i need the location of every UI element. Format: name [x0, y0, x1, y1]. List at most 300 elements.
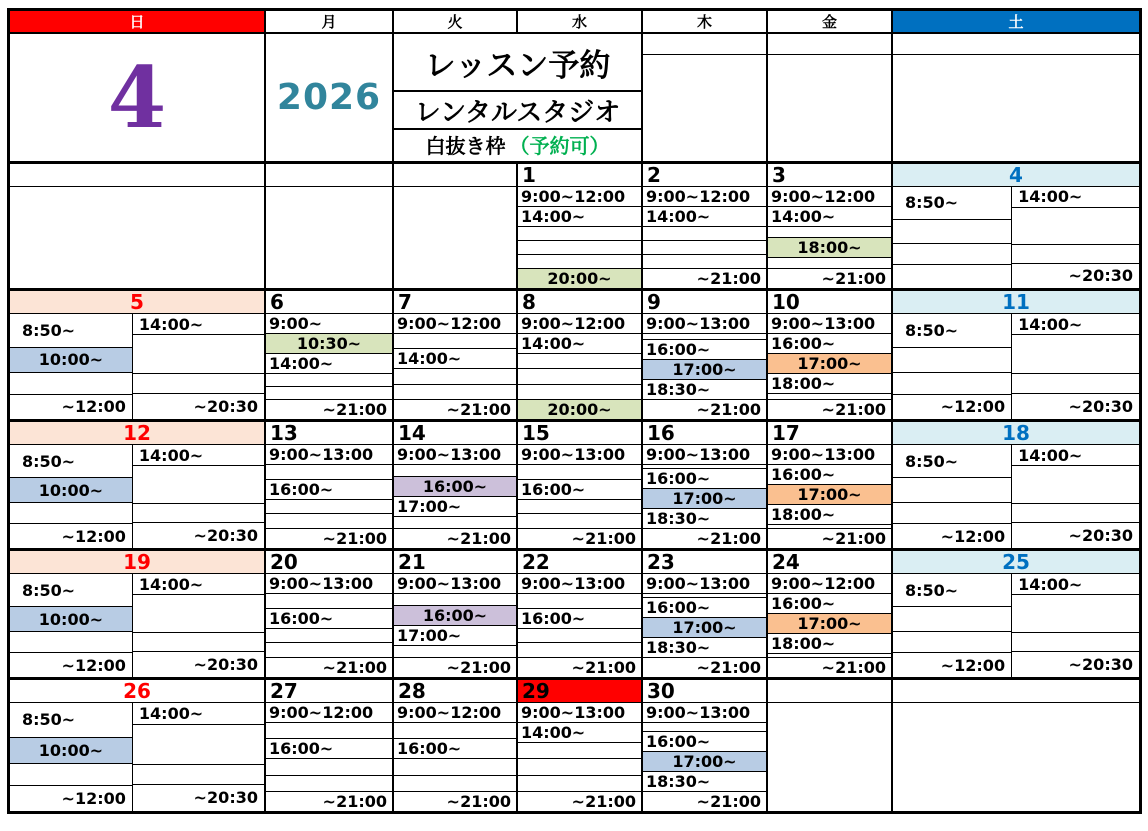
day-slots [518, 574, 641, 677]
time-slot: 16:00∼ [768, 464, 891, 484]
time-slot: 9:00∼13:00 [646, 703, 751, 722]
day-slots [768, 314, 891, 419]
empty-slot [518, 353, 641, 368]
time-slot: 9:00∼12:00 [521, 314, 626, 333]
empty-slot [518, 775, 641, 791]
empty-slot [893, 703, 1139, 811]
time-slot: 14:00∼ [138, 314, 204, 334]
time-slot: 14:00∼ [518, 206, 641, 226]
time-slot: 9:00∼12:00 [397, 703, 502, 722]
time-slot: ∼21:00 [768, 399, 891, 419]
day-cell-4 [891, 164, 1139, 288]
time-slot: 18:30∼ [643, 508, 766, 528]
day-slots [768, 187, 891, 288]
time-slot: ∼21:00 [266, 528, 392, 548]
day-slots [394, 445, 516, 548]
title-row [10, 34, 1139, 164]
time-slot: 16:00∼ [266, 738, 392, 758]
empty-slot [1012, 503, 1139, 522]
time-slot: ∼20:30 [133, 522, 264, 548]
empty-slot [10, 372, 132, 394]
day-cell-28 [392, 680, 516, 811]
day-cell-empty [891, 680, 1139, 811]
time-slot: 18:30∼ [643, 637, 766, 657]
time-slot: 10:00∼ [10, 737, 132, 763]
empty-slot [518, 593, 641, 608]
subcolumn-left [10, 574, 132, 677]
empty-slot [266, 593, 392, 608]
time-slot: 9:00∼13:00 [646, 314, 751, 333]
empty-slot [266, 758, 392, 774]
empty-slot [266, 775, 392, 791]
empty-slot [133, 503, 264, 522]
empty-slot [394, 187, 516, 288]
day-cell-3 [766, 164, 891, 288]
empty-slot [266, 499, 392, 514]
day-number-15: 15 [518, 422, 641, 445]
empty-slot [768, 257, 891, 268]
time-slot: 18:30∼ [643, 771, 766, 791]
time-slot: 8:50∼ [22, 451, 76, 471]
day-cell-27 [264, 680, 392, 811]
time-slot: 16:00∼ [768, 333, 891, 353]
divider [768, 34, 891, 55]
empty-slot [518, 628, 641, 643]
time-slot: ∼20:30 [133, 784, 264, 811]
subcolumn-left [893, 574, 1011, 677]
time-slot: 14:00∼ [266, 353, 392, 373]
subcolumn-left [893, 445, 1011, 548]
empty-slot [1012, 244, 1139, 263]
day-slots [768, 574, 891, 677]
time-slot: 9:00∼13:00 [269, 445, 374, 464]
empty-slot [266, 722, 392, 738]
time-slot: 18:00∼ [768, 373, 891, 393]
day-slots [643, 314, 766, 419]
day-cell-empty [264, 164, 392, 288]
time-slot: 9:00∼12:00 [771, 574, 876, 593]
day-cell-10 [766, 291, 891, 419]
day-cell-22 [516, 551, 641, 677]
time-slot: 16:00∼ [643, 597, 766, 617]
time-slot: 9:00∼12:00 [646, 187, 751, 206]
day-number-21: 21 [394, 551, 516, 574]
empty-slot [394, 464, 516, 476]
day-number-26: 26 [10, 680, 264, 703]
time-slot: 14:00∼ [518, 333, 641, 353]
subcolumn-left [893, 314, 1011, 419]
time-slot: 16:00∼ [394, 605, 516, 625]
week-row-4 [10, 551, 1139, 680]
time-slot: ∼21:00 [643, 268, 766, 288]
empty-slot [643, 254, 766, 268]
time-slot: 17:00∼ [643, 488, 766, 508]
header-empty-fri [766, 34, 891, 161]
time-slot: 10:00∼ [10, 347, 132, 372]
time-slot: 17:00∼ [643, 617, 766, 637]
empty-day-area [394, 187, 516, 288]
subcolumn-right [132, 314, 264, 419]
empty-slot [518, 642, 641, 657]
time-slot: 9:00∼12:00 [771, 187, 876, 206]
time-slot: ∼21:00 [518, 791, 641, 811]
day-subcolumns [10, 314, 264, 419]
time-slot: 9:00∼13:00 [397, 574, 502, 593]
empty-slot [133, 724, 264, 764]
day-number-9: 9 [643, 291, 766, 314]
reservable-note-label [394, 130, 641, 159]
time-slot: ∼21:00 [266, 399, 392, 419]
time-slot: 8:50∼ [905, 451, 959, 471]
day-cell-25 [891, 551, 1139, 677]
day-cell-17 [766, 422, 891, 548]
day-number-14: 14 [394, 422, 516, 445]
empty-slot [10, 763, 132, 785]
time-slot: 18:00∼ [768, 633, 891, 653]
day-slots [643, 445, 766, 548]
empty-slot [394, 645, 516, 657]
day-slots [266, 314, 392, 419]
time-slot: 8:50∼ [22, 580, 76, 600]
empty-slot [518, 254, 641, 268]
time-slot: ∼20:30 [1012, 522, 1139, 548]
day-slots [394, 574, 516, 677]
day-cell-empty [392, 164, 516, 288]
time-slot: 16:00∼ [643, 468, 766, 488]
day-cell-12 [10, 422, 264, 548]
time-slot: 16:00∼ [394, 738, 516, 758]
day-slots [518, 445, 641, 548]
time-slot: 9:00∼12:00 [397, 314, 502, 333]
day-number-12: 12 [10, 422, 264, 445]
day-slots [518, 703, 641, 811]
year-number: 2026 [264, 34, 392, 161]
day-cell-2 [641, 164, 766, 288]
day-number-10: 10 [768, 291, 891, 314]
empty-slot [266, 386, 392, 399]
time-slot: 9:00∼13:00 [269, 574, 374, 593]
subcolumn-right [1011, 187, 1139, 288]
empty-day-area [10, 187, 264, 288]
note-text: 白抜き枠 [425, 134, 506, 158]
day-number-empty [893, 680, 1139, 703]
day-number-23: 23 [643, 551, 766, 574]
empty-slot [10, 502, 132, 523]
day-cell-empty [10, 164, 264, 288]
day-slots [394, 314, 516, 419]
day-number-2: 2 [643, 164, 766, 187]
empty-slot [133, 632, 264, 651]
day-slots [266, 445, 392, 548]
empty-slot [1012, 632, 1139, 651]
time-slot: ∼21:00 [394, 528, 516, 548]
empty-slot [893, 219, 1011, 243]
empty-slot [518, 499, 641, 514]
time-slot: 16:00∼ [394, 476, 516, 496]
empty-slot [643, 722, 766, 731]
time-slot: ∼21:00 [394, 399, 516, 419]
empty-slot [1012, 207, 1139, 244]
empty-slot [643, 226, 766, 240]
day-number-1: 1 [518, 164, 641, 187]
empty-day-area [768, 703, 891, 811]
day-number-24: 24 [768, 551, 891, 574]
day-cell-18 [891, 422, 1139, 548]
time-slot: ∼12:00 [10, 652, 132, 677]
day-slots [518, 187, 641, 288]
subcolumn-right [1011, 445, 1139, 548]
time-slot: 17:00∼ [394, 625, 516, 645]
time-slot: 9:00∼13:00 [521, 574, 626, 593]
time-slot: 14:00∼ [1018, 445, 1083, 465]
day-number-7: 7 [394, 291, 516, 314]
empty-slot [768, 703, 891, 811]
time-slot: ∼20:30 [133, 393, 264, 420]
time-slot: 16:00∼ [518, 479, 641, 499]
day-number-17: 17 [768, 422, 891, 445]
time-slot: ∼21:00 [643, 528, 766, 548]
time-slot: 20:00∼ [518, 268, 641, 288]
empty-slot [266, 187, 392, 288]
day-number-28: 28 [394, 680, 516, 703]
empty-slot [893, 631, 1011, 652]
week-row-5 [10, 680, 1139, 811]
empty-slot [133, 594, 264, 632]
divider [643, 34, 766, 55]
time-slot: ∼21:00 [394, 791, 516, 811]
empty-slot [266, 628, 392, 643]
day-subcolumns [893, 187, 1139, 288]
day-cell-8 [516, 291, 641, 419]
time-slot: 10:00∼ [10, 477, 132, 502]
time-slot: 8:50∼ [905, 320, 959, 340]
empty-slot [893, 264, 1011, 288]
day-cell-9 [641, 291, 766, 419]
empty-slot [1012, 594, 1139, 632]
empty-slot [1012, 373, 1139, 392]
time-slot: ∼12:00 [893, 523, 1011, 548]
time-slot: 9:00∼12:00 [269, 703, 374, 722]
week-row-3 [10, 422, 1139, 551]
time-slot: 17:00∼ [768, 353, 891, 373]
time-slot: ∼12:00 [10, 394, 132, 419]
time-slot: 9:00∼13:00 [397, 445, 502, 464]
subcolumn-right [132, 574, 264, 677]
day-subcolumns [10, 445, 264, 548]
empty-slot [10, 631, 132, 652]
time-slot: 16:00∼ [266, 479, 392, 499]
time-slot: 14:00∼ [138, 704, 204, 723]
day-cell-23 [641, 551, 766, 677]
day-subcolumns [893, 445, 1139, 548]
time-slot: ∼21:00 [266, 791, 392, 811]
time-slot: 9:00∼13:00 [771, 314, 876, 333]
time-slot: 9:00∼13:00 [521, 445, 626, 464]
empty-slot [394, 758, 516, 774]
empty-day-area [266, 187, 392, 288]
empty-slot [394, 333, 516, 348]
day-number-25: 25 [893, 551, 1139, 574]
time-slot: 14:00∼ [768, 206, 891, 226]
lesson-reservation-label: レッスン予約 [394, 34, 641, 92]
empty-slot [518, 226, 641, 240]
day-cell-19 [10, 551, 264, 677]
day-number-empty [266, 164, 392, 187]
divider [893, 34, 1139, 55]
note-paren-text: （予約可） [509, 134, 610, 158]
time-slot: 18:00∼ [768, 504, 891, 524]
time-slot: 17:00∼ [768, 613, 891, 633]
time-slot: 14:00∼ [138, 574, 204, 594]
empty-slot [394, 722, 516, 738]
day-number-22: 22 [518, 551, 641, 574]
header-empty-thu [641, 34, 766, 161]
time-slot: 14:00∼ [1018, 574, 1083, 594]
day-cell-empty [766, 680, 891, 811]
weekday-header-sun: 日 [10, 11, 264, 32]
day-slots [266, 574, 392, 677]
day-slots [394, 703, 516, 811]
day-slots [768, 445, 891, 548]
day-number-13: 13 [266, 422, 392, 445]
time-slot: ∼21:00 [518, 657, 641, 677]
day-slots [266, 703, 392, 811]
subcolumn-right [1011, 314, 1139, 419]
day-cell-24 [766, 551, 891, 677]
time-slot: 8:50∼ [905, 580, 959, 600]
day-number-30: 30 [643, 680, 766, 703]
empty-slot [394, 384, 516, 399]
day-number-8: 8 [518, 291, 641, 314]
time-slot: 8:50∼ [905, 193, 959, 213]
weeks-grid [10, 164, 1139, 811]
subcolumn-left [10, 445, 132, 548]
header-empty-sat [891, 34, 1139, 161]
time-slot: 9:00∼ [269, 314, 323, 333]
time-slot: ∼12:00 [893, 394, 1011, 419]
time-slot: ∼12:00 [10, 785, 132, 811]
time-slot: ∼20:30 [133, 651, 264, 677]
subcolumn-left [10, 703, 132, 811]
time-slot: 14:00∼ [1018, 187, 1083, 207]
time-slot: 16:00∼ [518, 608, 641, 628]
day-slots [643, 187, 766, 288]
time-slot: ∼21:00 [643, 399, 766, 419]
day-number-empty [10, 164, 264, 187]
empty-slot [893, 372, 1011, 394]
empty-slot [10, 187, 264, 288]
time-slot: 9:00∼12:00 [521, 187, 626, 206]
time-slot: ∼12:00 [10, 523, 132, 548]
empty-slot [394, 775, 516, 791]
day-number-11: 11 [893, 291, 1139, 314]
empty-slot [266, 513, 392, 528]
day-subcolumns [10, 703, 264, 811]
empty-slot [266, 373, 392, 386]
empty-slot [518, 758, 641, 774]
time-slot: 10:30∼ [266, 333, 392, 353]
day-slots [643, 703, 766, 811]
day-number-empty [768, 680, 891, 703]
subcolumn-right [132, 703, 264, 811]
day-number-5: 5 [10, 291, 264, 314]
calendar [7, 8, 1142, 814]
time-slot: 14:00∼ [518, 722, 641, 742]
week-row-1 [10, 164, 1139, 291]
day-slots [643, 574, 766, 677]
time-slot: ∼12:00 [893, 652, 1011, 677]
time-slot: ∼21:00 [768, 657, 891, 677]
time-slot: 9:00∼13:00 [771, 445, 876, 464]
empty-slot [893, 243, 1011, 264]
empty-slot [518, 384, 641, 399]
empty-slot [1012, 334, 1139, 373]
weekday-header-mon: 月 [264, 11, 392, 32]
empty-slot [518, 513, 641, 528]
empty-slot [133, 373, 264, 392]
day-subcolumns [10, 574, 264, 677]
empty-slot [893, 502, 1011, 523]
time-slot: 14:00∼ [1018, 314, 1083, 334]
day-number-6: 6 [266, 291, 392, 314]
empty-slot [893, 477, 1011, 502]
weekday-header-thu: 木 [641, 11, 766, 32]
day-cell-29 [516, 680, 641, 811]
weekday-header-wed: 水 [516, 11, 641, 32]
empty-slot [266, 642, 392, 657]
day-number-19: 19 [10, 551, 264, 574]
empty-slot [768, 226, 891, 237]
day-cell-16 [641, 422, 766, 548]
empty-slot [266, 464, 392, 479]
subcolumn-right [1011, 574, 1139, 677]
empty-slot [518, 368, 641, 383]
day-number-3: 3 [768, 164, 891, 187]
empty-slot [893, 347, 1011, 372]
day-cell-21 [392, 551, 516, 677]
empty-slot [394, 516, 516, 528]
empty-slot [133, 764, 264, 784]
time-slot: 16:00∼ [266, 608, 392, 628]
day-cell-1 [516, 164, 641, 288]
time-slot: 17:00∼ [394, 496, 516, 516]
time-slot: 18:00∼ [768, 237, 891, 257]
time-slot: ∼20:30 [1012, 393, 1139, 420]
time-slot: 9:00∼13:00 [646, 445, 751, 464]
time-slot: ∼21:00 [768, 528, 891, 548]
day-number-empty [394, 164, 516, 187]
time-slot: 14:00∼ [643, 206, 766, 226]
weekday-header-fri: 金 [766, 11, 891, 32]
day-number-4: 4 [893, 164, 1139, 187]
time-slot: 18:30∼ [643, 379, 766, 399]
time-slot: 17:00∼ [768, 484, 891, 504]
time-slot: 8:50∼ [22, 710, 76, 730]
rental-studio-label: レンタルスタジオ [394, 92, 641, 130]
empty-slot [394, 368, 516, 383]
day-cell-7 [392, 291, 516, 419]
legend-box [392, 34, 641, 161]
day-number-18: 18 [893, 422, 1139, 445]
day-cell-6 [264, 291, 392, 419]
day-cell-11 [891, 291, 1139, 419]
time-slot: ∼20:30 [1012, 263, 1139, 289]
subcolumn-left [893, 187, 1011, 288]
time-slot: 16:00∼ [643, 339, 766, 359]
time-slot: 20:00∼ [518, 399, 641, 419]
time-slot: 16:00∼ [643, 731, 766, 751]
time-slot: ∼21:00 [643, 791, 766, 811]
